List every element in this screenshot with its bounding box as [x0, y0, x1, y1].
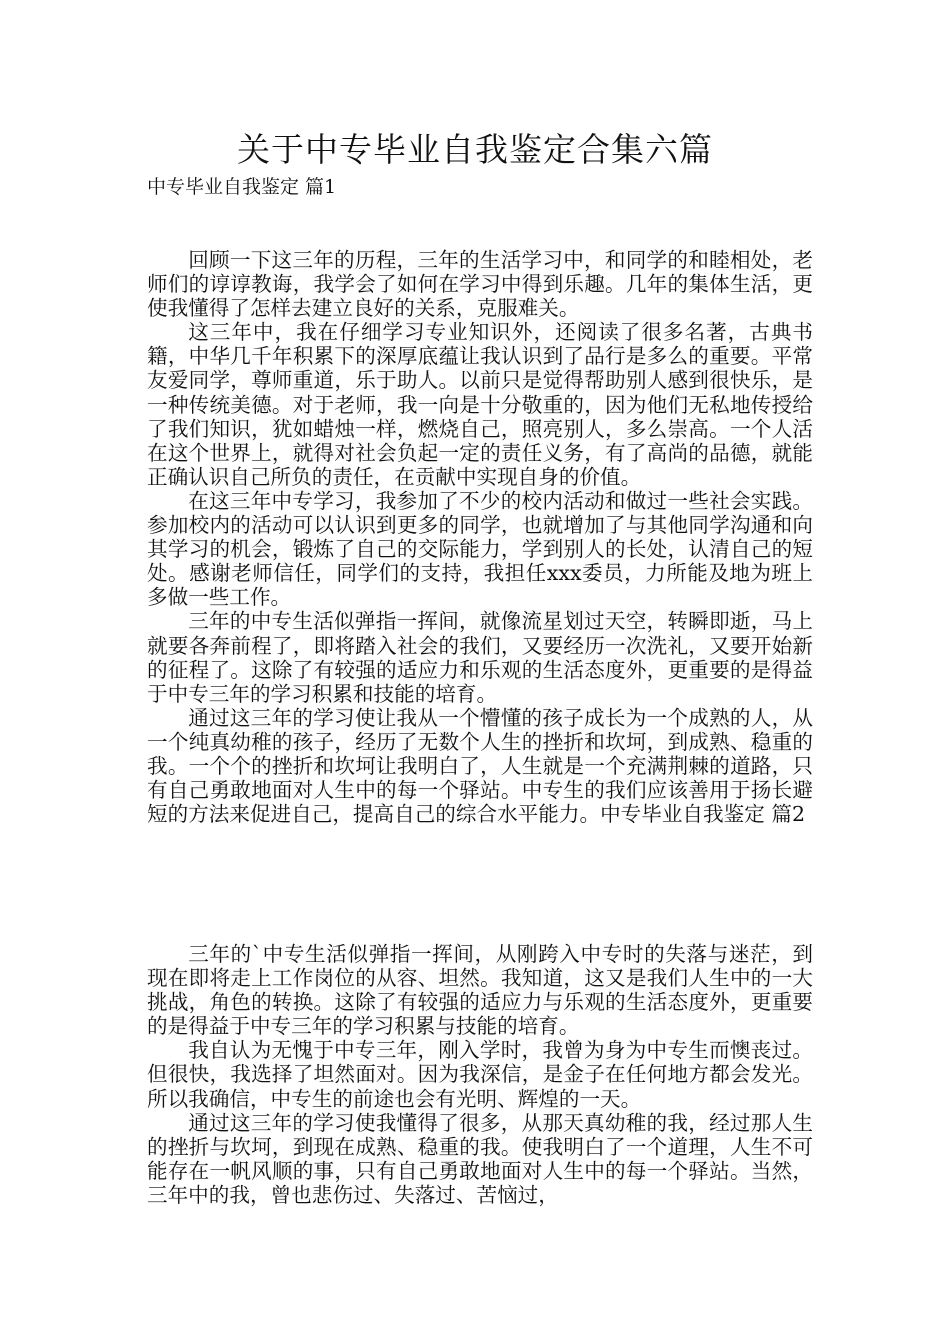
- section-2-heading: 中专毕业自我鉴定 篇2: [600, 802, 806, 827]
- section-1-paragraph-5-text: 通过这三年的学习使让我从一个懵懂的孩子成长为一个成熟的人，从一个纯真幼稚的孩子，经历了无数个人生的挫折和坎坷，到成熟、稳重的我。一个个的挫折和坎坷让我明白了，人生就是一个充满荆棘的道路，只有自己勇敢地面对人生中的每一个驿站。中专生的我们应该善用于扬长避短的方法来促进自己，提高自己的综合水平能力。: [147, 705, 813, 827]
- section-1-paragraph-2: 这三年中，我在仔细学习专业知识外，还阅读了很多名著，古典书籍，中华几千年积累下的深厚底蕴让我认识到了品行是多么的重要。平常友爱同学，尊师重道，乐于助人。以前只是觉得帮助别人感到很快乐，是一种传统美德。对于老师，我一向是十分敬重的，因为他们无私地传授给了我们知识，犹如蜡烛一样，燃烧自己，照亮别人，多么崇高。一个人活在这个世界上，就得对社会负起一定的责任义务，有了高尚的品德，就能正确认识自己所负的责任，在贡献中实现自身的价值。: [147, 320, 813, 489]
- section-2-paragraph-2: 我自认为无愧于中专三年，刚入学时，我曾为身为中专生而懊丧过。但很快，我选择了坦然面对。因为我深信，是金子在任何地方都会发光。所以我确信，中专生的前途也会有光明、辉煌的一天。: [147, 1038, 813, 1111]
- section-2-paragraph-1: 三年的`中专生活似弹指一挥间，从刚跨入中专时的失落与迷茫，到现在即将走上工作岗位的从容、坦然。我知道，这又是我们人生中的一大挑战，角色的转换。这除了有较强的适应力与乐观的生活态度外，更重要的是得益于中专三年的学习积累与技能的培育。: [147, 942, 813, 1039]
- document-title: 关于中专毕业自我鉴定合集六篇: [237, 130, 713, 169]
- section-1-paragraph-4: 三年的中专生活似弹指一挥间，就像流星划过天空，转瞬即逝，马上就要各奔前程了，即将踏入社会的我们，又要经历一次洗礼，又要开始新的征程了。这除了有较强的适应力和乐观的生活态度外，更重要的是得益于中专三年的学习积累和技能的培育。: [147, 609, 813, 706]
- section-1-heading: 中专毕业自我鉴定 篇1: [147, 176, 337, 198]
- section-1-body: [147, 248, 813, 826]
- section-1-paragraph-1: 回顾一下这三年的历程，三年的生活学习中，和同学的和睦相处，老师们的谆谆教诲，我学会了如何在学习中得到乐趣。几年的集体生活，更使我懂得了怎样去建立良好的关系，克服难关。: [147, 248, 813, 321]
- section-2-body: [147, 942, 813, 1207]
- section-1-paragraph-5: [147, 706, 813, 826]
- section-2-paragraph-3: 通过这三年的学习使我懂得了很多，从那天真幼稚的我，经过那人生的挫折与坎坷，到现在成熟、稳重的我。使我明白了一个道理，人生不可能存在一帆风顺的事，只有自己勇敢地面对人生中的每一个驿站。当然，三年中的我，曾也悲伤过、失落过、苦恼过，: [147, 1110, 813, 1207]
- section-1-paragraph-3: 在这三年中专学习，我参加了不少的校内活动和做过一些社会实践。参加校内的活动可以认识到更多的同学，也就增加了与其他同学沟通和向其学习的机会，锻炼了自己的交际能力，学到别人的长处，认清自己的短处。感谢老师信任，同学们的支持，我担任xxx委员，力所能及地为班上多做一些工作。: [147, 488, 813, 610]
